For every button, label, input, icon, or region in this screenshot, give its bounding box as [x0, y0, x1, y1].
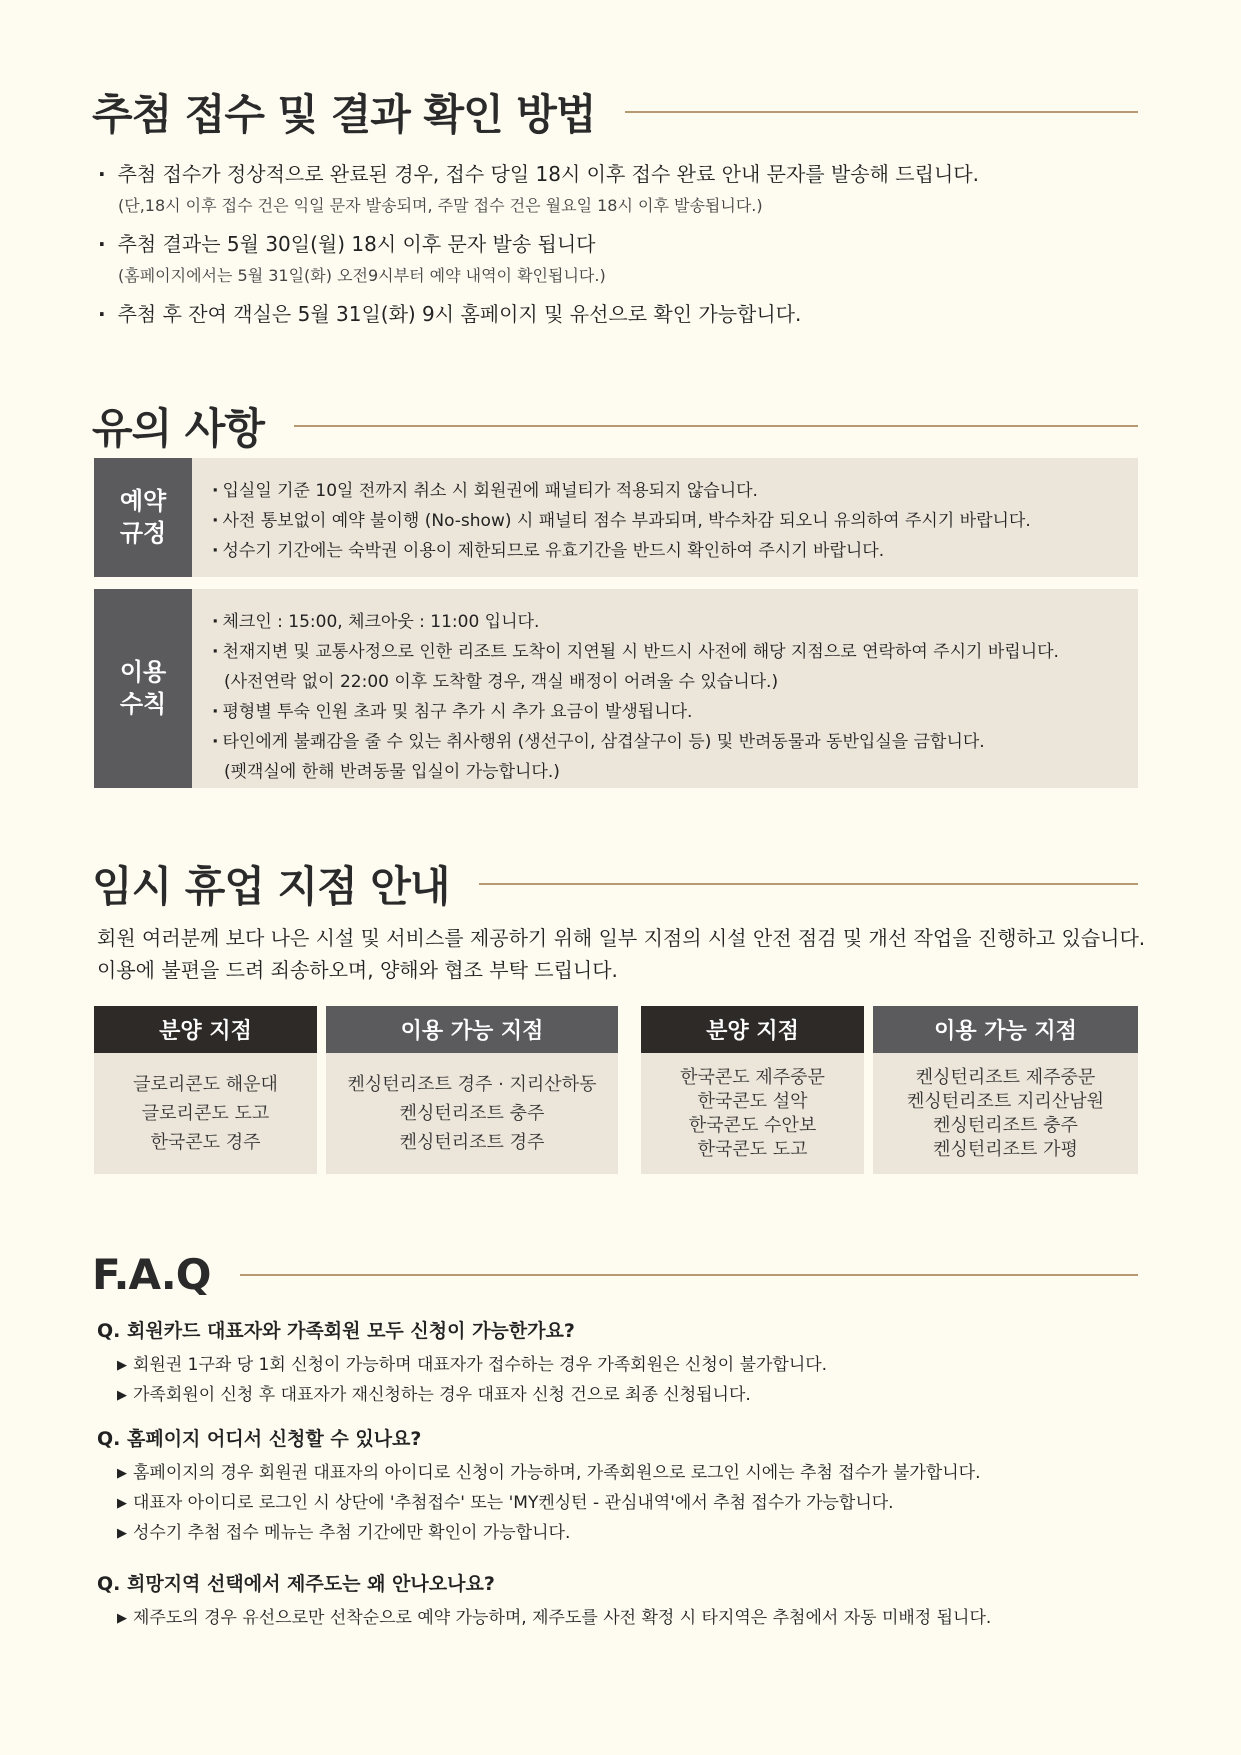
rule-line: · 평형별 투숙 인원 초과 및 침구 추가 시 추가 요금이 발생됩니다. — [212, 697, 1059, 727]
column-body — [326, 1053, 618, 1174]
column-body — [873, 1053, 1138, 1174]
rules-list — [192, 589, 1059, 788]
section-title: F.A.Q — [92, 1250, 211, 1299]
rule-line: (사전연락 없이 22:00 이후 도착할 경우, 객실 배정이 어려울 수 있습니다.) — [224, 672, 779, 692]
branch-name: 켄싱턴리조트 충주 — [399, 1103, 545, 1124]
faq-question: Q. 희망지역 선택에서 제주도는 왜 안나오나요? — [97, 1573, 495, 1595]
section-header-closure — [92, 854, 1138, 914]
branch-name: 켄싱턴리조트 경주 · 지리산하동 — [347, 1074, 597, 1095]
section-title: 임시 휴업 지점 안내 — [92, 862, 450, 911]
branch-column — [641, 1006, 864, 1174]
branch-name: 켄싱턴리조트 제주중문 — [915, 1066, 1096, 1088]
rule-line: · 사전 통보없이 예약 불이행 (No-show) 시 패널티 점수 부과되며, 박수차감 되오니 유의하여 주시기 바랍니다. — [212, 506, 1031, 536]
section-title: 유의 사항 — [92, 404, 264, 453]
branch-column — [326, 1006, 618, 1174]
faq-item — [97, 1316, 827, 1411]
branch-name: 켄싱턴리조트 가평 — [933, 1138, 1078, 1160]
box-label: 이용 수칙 — [94, 589, 192, 788]
branch-column — [94, 1006, 317, 1174]
branch-name: 켄싱턴리조트 충주 — [933, 1114, 1078, 1136]
column-header: 분양 지점 — [641, 1006, 864, 1053]
branch-name: 켄싱턴리조트 경주 — [399, 1132, 545, 1153]
closure-intro: 회원 여러분께 보다 나은 시설 및 서비스를 제공하기 위해 일부 지점의 시설 안전 점검 및 개선 작업을 진행하고 있습니다. 이용에 불편을 드려 죄송하오며, 양해와 협조 부탁 드립니다. — [97, 926, 1146, 982]
rule-line: · 성수기 기간에는 숙박권 이용이 제한되므로 유효기간을 반드시 확인하여 주시기 바랍니다. — [212, 536, 1031, 566]
branch-name: 켄싱턴리조트 지리산남원 — [907, 1090, 1104, 1112]
rule-line: · 타인에게 불쾌감을 줄 수 있는 취사행위 (생선구이, 삼겹살구이 등) 및 반려동물과 동반입실을 금합니다. — [212, 727, 1059, 757]
branch-name: 한국콘도 경주 — [150, 1132, 261, 1153]
faq-answer: ▶ 회원권 1구좌 당 1회 신청이 가능하며 대표자가 접수하는 경우 가족회원은 신청이 불가합니다. — [117, 1351, 827, 1381]
rule-line: · 입실일 기준 10일 전까지 취소 시 회원권에 패널티가 적용되지 않습니다. — [212, 476, 1031, 506]
reservation-rules-box — [94, 458, 1138, 577]
section-header-lottery — [92, 82, 1138, 142]
rule-line: · 체크인 : 15:00, 체크아웃 : 11:00 입니다. — [212, 607, 1059, 637]
list-item: · 추첨 후 잔여 객실은 5월 31일(화) 9시 홈페이지 및 유선으로 확인 가능합니다. — [98, 298, 979, 327]
branch-column — [873, 1006, 1138, 1174]
section-title: 추첨 접수 및 결과 확인 방법 — [92, 90, 596, 139]
faq-question: Q. 홈페이지 어디서 신청할 수 있나요? — [97, 1428, 422, 1450]
branch-name: 글로리콘도 도고 — [141, 1103, 270, 1124]
title-divider — [625, 111, 1138, 113]
list-item: · 추첨 접수가 정상적으로 완료된 경우, 접수 당일 18시 이후 접수 완료 안내 문자를 발송해 드립니다. (단,18시 이후 접수 건은 익일 문자 발송되며, 주말 접수 건은 월요일 18시 이후 발송됩니다.) — [98, 158, 979, 216]
list-item: · 추첨 결과는 5월 30일(월) 18시 이후 문자 발송 됩니다 (홈페이지에서는 5월 31일(화) 오전9시부터 예약 내역이 확인됩니다.) — [98, 228, 979, 286]
faq-item — [97, 1569, 991, 1634]
column-header: 분양 지점 — [94, 1006, 317, 1053]
lottery-info-list — [98, 158, 979, 339]
title-divider — [479, 883, 1138, 885]
faq-answer: ▶ 대표자 아이디로 로그인 시 상단에 '추첨접수' 또는 'MY켄싱턴 - 관심내역'에서 추첨 접수가 가능합니다. — [117, 1489, 981, 1519]
title-divider — [240, 1274, 1138, 1276]
rule-line: (펫객실에 한해 반려동물 입실이 가능합니다.) — [224, 762, 560, 782]
faq-answer: ▶ 홈페이지의 경우 회원권 대표자의 아이디로 신청이 가능하며, 가족회원으로 로그인 시에는 추첨 접수가 불가합니다. — [117, 1459, 981, 1489]
title-divider — [294, 425, 1138, 427]
section-header-faq — [92, 1250, 1138, 1299]
branch-name: 한국콘도 설악 — [697, 1090, 808, 1112]
usage-rules-box — [94, 589, 1138, 788]
faq-answer: ▶ 성수기 추첨 접수 메뉴는 추첨 기간에만 확인이 가능합니다. — [117, 1519, 981, 1549]
faq-question: Q. 회원카드 대표자와 가족회원 모두 신청이 가능한가요? — [97, 1320, 575, 1342]
branch-name: 글로리콘도 해운대 — [133, 1074, 278, 1095]
branch-name: 한국콘도 수안보 — [688, 1114, 817, 1136]
branch-name: 한국콘도 도고 — [697, 1138, 808, 1160]
column-header: 이용 가능 지점 — [326, 1006, 618, 1053]
section-header-notice — [92, 396, 1138, 456]
faq-item — [97, 1424, 981, 1549]
column-body — [641, 1053, 864, 1174]
rules-list — [192, 458, 1031, 577]
rule-line: · 천재지변 및 교통사정으로 인한 리조트 도착이 지연될 시 반드시 사전에 해당 지점으로 연락하여 주시기 바립니다. — [212, 637, 1059, 667]
faq-answer: ▶ 가족회원이 신청 후 대표자가 재신청하는 경우 대표자 신청 건으로 최종 신청됩니다. — [117, 1381, 827, 1411]
faq-answer: ▶ 제주도의 경우 유선으로만 선착순으로 예약 가능하며, 제주도를 사전 확정 시 타지역은 추첨에서 자동 미배정 됩니다. — [117, 1604, 991, 1634]
column-header: 이용 가능 지점 — [873, 1006, 1138, 1053]
branch-name: 한국콘도 제주중문 — [680, 1066, 825, 1088]
column-body — [94, 1053, 317, 1174]
box-label: 예약 규정 — [94, 458, 192, 577]
